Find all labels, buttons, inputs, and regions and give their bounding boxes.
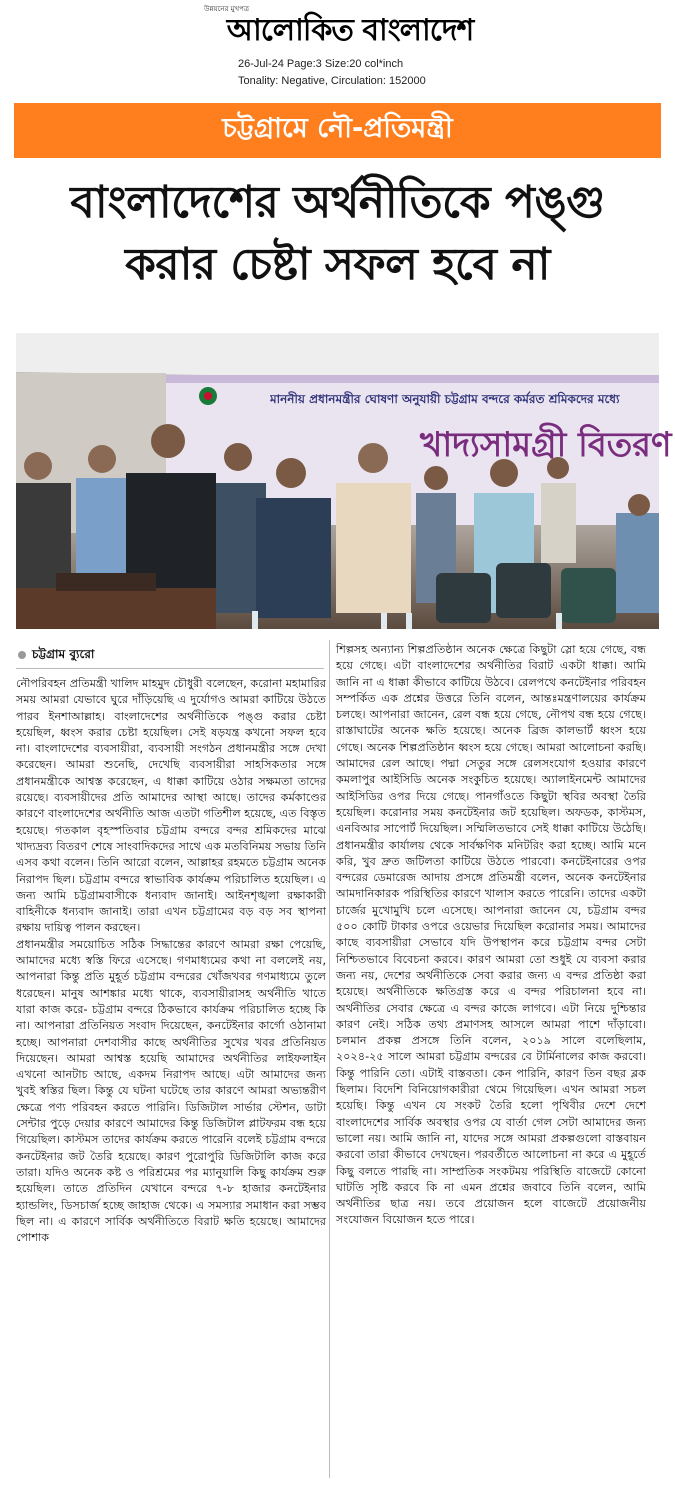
photo-illustration bbox=[16, 333, 659, 629]
kicker-text: চট্টগ্রামে নৌ-প্রতিমন্ত্রী bbox=[222, 113, 453, 144]
paper-name-logo: আলোকিত বাংলাদেশ bbox=[226, 13, 474, 48]
byline-rule bbox=[16, 668, 324, 669]
photo-banner-title: খাদ্যসামগ্রী বিতরণ bbox=[420, 425, 672, 465]
byline-text: চট্টগ্রাম ব্যুরো bbox=[32, 647, 95, 661]
article-paragraph: নৌপরিবহন প্রতিমন্ত্রী খালিদ মাহমুদ চৌধুরী বলেছেন, করোনা মহামারির সময় আমরা যেভাবে ঘুরে দাঁড়িয়েছি এ দুর্যোগও আমরা কাটিয়ে উঠতে পারব ইনশাআল্লাহ। বাংলাদেশের অর্থনীতিকে পঙ্গু করার চেষ্টা হয়েছিল, ধ্বংস করার চেষ্টা হয়েছিল। সেই ষড়যন্ত্র কখনো সফল হবে না। বাংলাদেশের ব্যবসায়ীরা, ব্যবসায়ী সংগঠন প্রধানমন্ত্রীর সঙ্গে দেখা করেছেন। আমরা শুনেছি, দেখেছি ব্যবসায়ীরা সাহসিকতার সঙ্গে প্রধানমন্ত্রীকে আশ্বস্ত করেছেন, এ ধাক্কা কাটিয়ে ওঠার সক্ষমতা তাদের রয়েছে। ব্যবসায়ীদের প্রতি আমাদের আস্থা আছে। তাদের কর্মকাণ্ডের কারণে বাংলাদেশের অর্থনীতি আজ এতটা গতিশীল হয়েছে, এত বিস্তৃত হয়েছে। গতকাল বৃহস্পতিবার চট্টগ্রাম বন্দরে বন্দর শ্রমিকদের মাঝে খাদ্যদ্রব্য বিতরণ শেষে সাংবাদিকদের সাথে এক মতবিনিময় সভায় তিনি এসব কথা বলেন। তিনি আরো বলেন, আল্লাহর রহমতে চট্টগ্রাম অনেক নিরাপদ ছিল। চট্টগ্রাম বন্দরে স্বাভাবিক কার্যক্রম পরিচালিত হয়েছিল। এ জন্য আমি চট্টগ্রামবাসীকে ধন্যবাদ জানাই। আইনশৃঙ্খলা রক্ষাকারী বাহিনীকে ধন্যবাদ জানাই। তারা এখন চট্টগ্রামের বড় বড় সব স্থাপনা রক্ষায় দায়িত্ব পালন করছেন। bbox=[16, 677, 326, 935]
article-paragraph: প্রধানমন্ত্রীর সময়োচিত সঠিক সিদ্ধান্তের কারণে আমরা রক্ষা পেয়েছি, আমাদের মধ্যে স্বস্তি ফিরে এসেছে। গণমাধ্যমের কথা না বললেই নয়, আপনারা কিন্তু প্রতি মুহূর্ত চট্টগ্রাম বন্দরের খোঁজখবর গণমাধ্যমে তুলে ধরেছেন। মানুষ আশঙ্কার মধ্যে থাকে, ব্যবসায়ীরাসহ অর্থনীতি খাতে যারা কাজ করে- চট্টগ্রাম বন্দরে ঠিকভাবে কার্যক্রম পরিচালিত হচ্ছে কি না। আপনারা প্রতিনিয়ত সংবাদ দিয়েছেন, কনটেইনার কার্গো ওঠানামা হচ্ছে। আপনারা দেশবাসীর কাছে অর্থনীতির সুখের খবর প্রতিনিয়ত দিয়েছেন। আমরা আশ্বস্ত হয়েছি আমাদের অর্থনীতির লাইফলাইন এখনো আনটাচ আছে, একদম নিরাপদ আছে। এটা আমাদের জন্য খুবই স্বস্তির ছিল। কিন্তু যে ঘটনা ঘটেছে তার কারণে আমরা অভ্যন্তরীণ ক্ষেত্রে পণ্য পরিবহন করতে পারিনি। ডিজিটাল সার্ভার স্টেশন, ডাটা সেন্টার পুড়ে দেয়ার কারণে আমাদের কিন্তু ডিজিটাল প্লাটফরম বন্ধ হয়ে গিয়েছিল। কাস্টমস তাদের কার্যক্রম করতে পারেনি বলেই চট্টগ্রাম বন্দরে কনটেইনার জট তৈরি হয়েছে। কারণ পুরোপুরি ডিজিটালি কাজ করে তারা। যদিও অনেক কষ্ট ও পরিশ্রমের পর ম্যানুয়ালি কিছু কার্যক্রম শুরু হয়েছিল। তাতে প্রতিদিন যেখানে বন্দরে ৭-৮ হাজার কনটেইনার হ্যান্ডলিং, ডিসচার্জ হচ্ছে জাহাজ থেকে। এ সমস্যার সমাধান করা সম্ভব ছিল না। এ কারণে সার্বিক অর্থনীতিতে বিরাট ক্ষতি হয়েছে। আমাদের পোশাক bbox=[16, 937, 326, 1245]
photo-banner-text: মাননীয় প্রধানমন্ত্রীর ঘোষণা অনুযায়ী চট্টগ্রাম বন্দরে কর্মরত শ্রমিকদের মধ্যে bbox=[270, 392, 620, 406]
news-photo bbox=[16, 333, 659, 629]
clipping-meta-date: 26-Jul-24 Page:3 Size:20 col*inch bbox=[238, 58, 404, 70]
column-divider bbox=[329, 640, 330, 1478]
kicker-banner bbox=[14, 103, 661, 158]
article-column-left bbox=[16, 676, 326, 1246]
headline bbox=[10, 172, 665, 296]
paper-tagline: উন্নয়নের মুখপত্র bbox=[204, 5, 250, 13]
article-paragraph: শিল্পসহ অন্যান্য শিল্পপ্রতিষ্ঠান অনেক ক্ষেত্রে কিছুটা স্লো হয়ে গেছে, বন্ধ হয়ে গেছে। এটা বাংলাদেশের অর্থনীতির বিরাট একটা ধাক্কা। আমি জানি না এ ধাক্কা কীভাবে কাটিয়ে উঠবে। রেলপথে কনটেইনার পরিবহন সম্পর্কিত এক প্রশ্নের উত্তরে তিনি বলেন, আন্তঃমন্ত্রণালয়ের কার্যক্রম চলছে। আপনারা জানেন, রেল বন্ধ হয়ে গেছে, নৌপথ বন্ধ হয়ে গেছে। রাস্তাঘাটের অনেক ক্ষতি হয়েছে। অনেক ব্রিজ কালভার্ট ধ্বংস হয়ে গেছে। অনেক শিল্পপ্রতিষ্ঠান ধ্বংস হয়ে গেছে। আমরা আলোচনা করছি। আমাদের রেল আছে। পদ্মা সেতুর সঙ্গে রেলসংযোগ হওয়ার কারণে কমলাপুর আইসিডি অনেক সংকুচিত হয়েছে। অ্যালাইনমেন্ট আমাদের আইসিডির ওপর দিয়ে গেছে। পানগাঁওতে কিছুটা স্থবির অবস্থা তৈরি হয়েছিল। করোনার সময় কনটেইনার জট হয়েছিল। অফডক, কাস্টমস, এনবিআর সাপোর্ট দিয়েছিল। সম্মিলিতভাবে সেই ধাক্কা কাটিয়ে উঠেছি। প্রধানমন্ত্রীর কার্যালয় থেকে সার্বক্ষণিক মনিটরিং করা হচ্ছে। আমি মনে করি, খুব দ্রুত জটিলতা কাটিয়ে উঠতে পারবো। কনটেইনারের ওপর বন্দরের ডেমারেজ আদায় প্রসঙ্গে প্রতিমন্ত্রী বলেন, অনেক কনটেইনার আমদানিকারক পরিস্থিতির কারণে খালাস করতে পারেনি। তাদের একটা চার্জের মুখোমুখি চলে এসেছে। আপনারা জানেন যে, চট্টগ্রাম বন্দর ৫০০ কোটি টাকার ওপরে ওয়েভার দিয়েছিল করোনার সময়। আমাদের কাছে ব্যবসায়ীরা সেভাবে যদি উপস্থাপন করে চট্টগ্রাম বন্দর সেটা নিশ্চিতভাবে বিবেচনা করবে। কারণ আমরা তো শুধুই যে ব্যবসা করার জন্য নয়, দেশের অর্থনীতিকে সেবা করার জন্য এ বন্দর প্রতিষ্ঠা করা হয়েছে। অর্থনীতিকে ক্ষতিগ্রস্ত করে এ বন্দর পরিচালনা হবে না। অর্থনীতির সেবার ক্ষেত্রে এ বন্দর কাজে লাগবে। এটা নিয়ে দুশ্চিন্তার কারণ নেই। সঠিক তথ্য প্রমাণসহ আসলে আমরা পাশে দাঁড়াবো। চলমান প্রকল্প প্রসঙ্গে তিনি বলেন, ২০১৯ সালে বলেছিলাম, ২০২৪-২৫ সালে আমরা চট্টগ্রাম বন্দরের বে টার্মিনালের কাজ করবো। কিন্তু পারিনি তো। এটাই বাস্তবতা। কেন পারিনি, কারণ তিন বছর ব্লক ছিলাম। বিদেশি বিনিয়োগকারীরা থেমে গিয়েছিল। এখন আমরা সচল হয়েছি। কিন্তু এখন যে সংকট তৈরি হলো পৃথিবীর দেশে দেশে বাংলাদেশের সার্বিক অবস্থার ওপর যে বার্তা গেল সেটা আমাদের জন্য ভালো নয়। আমি জানি না, যাদের সঙ্গে আমরা প্রকল্পগুলো বাস্তবায়ন করবো তারা কীভাবে দেখছেন। পরবর্তীতে আলোচনা না করে এ মুহূর্তে কিছু বলতে পারছি না। সাম্প্রতিক সংকটময় পরিস্থিতি বাজেটে কোনো ঘাটতি সৃষ্টি করবে কি না এমন প্রশ্নের জবাবে তিনি বলেন, আমি অর্থনীতির ছাত্র নয়। তবে প্রয়োজন হলে বাজেটে প্রয়োজনীয় সংযোজন বিয়োজন হতে পারে। bbox=[336, 643, 646, 1227]
headline-line-1: বাংলাদেশের অর্থনীতিকে পঙ্গু bbox=[70, 177, 605, 228]
article-column-right bbox=[336, 642, 646, 1229]
bullet-icon bbox=[18, 651, 26, 659]
headline-line-2: করার চেষ্টা সফল হবে না bbox=[125, 239, 550, 290]
clipping-meta-circulation: Tonality: Negative, Circulation: 152000 bbox=[238, 75, 426, 87]
masthead bbox=[0, 0, 675, 100]
byline bbox=[18, 646, 94, 666]
